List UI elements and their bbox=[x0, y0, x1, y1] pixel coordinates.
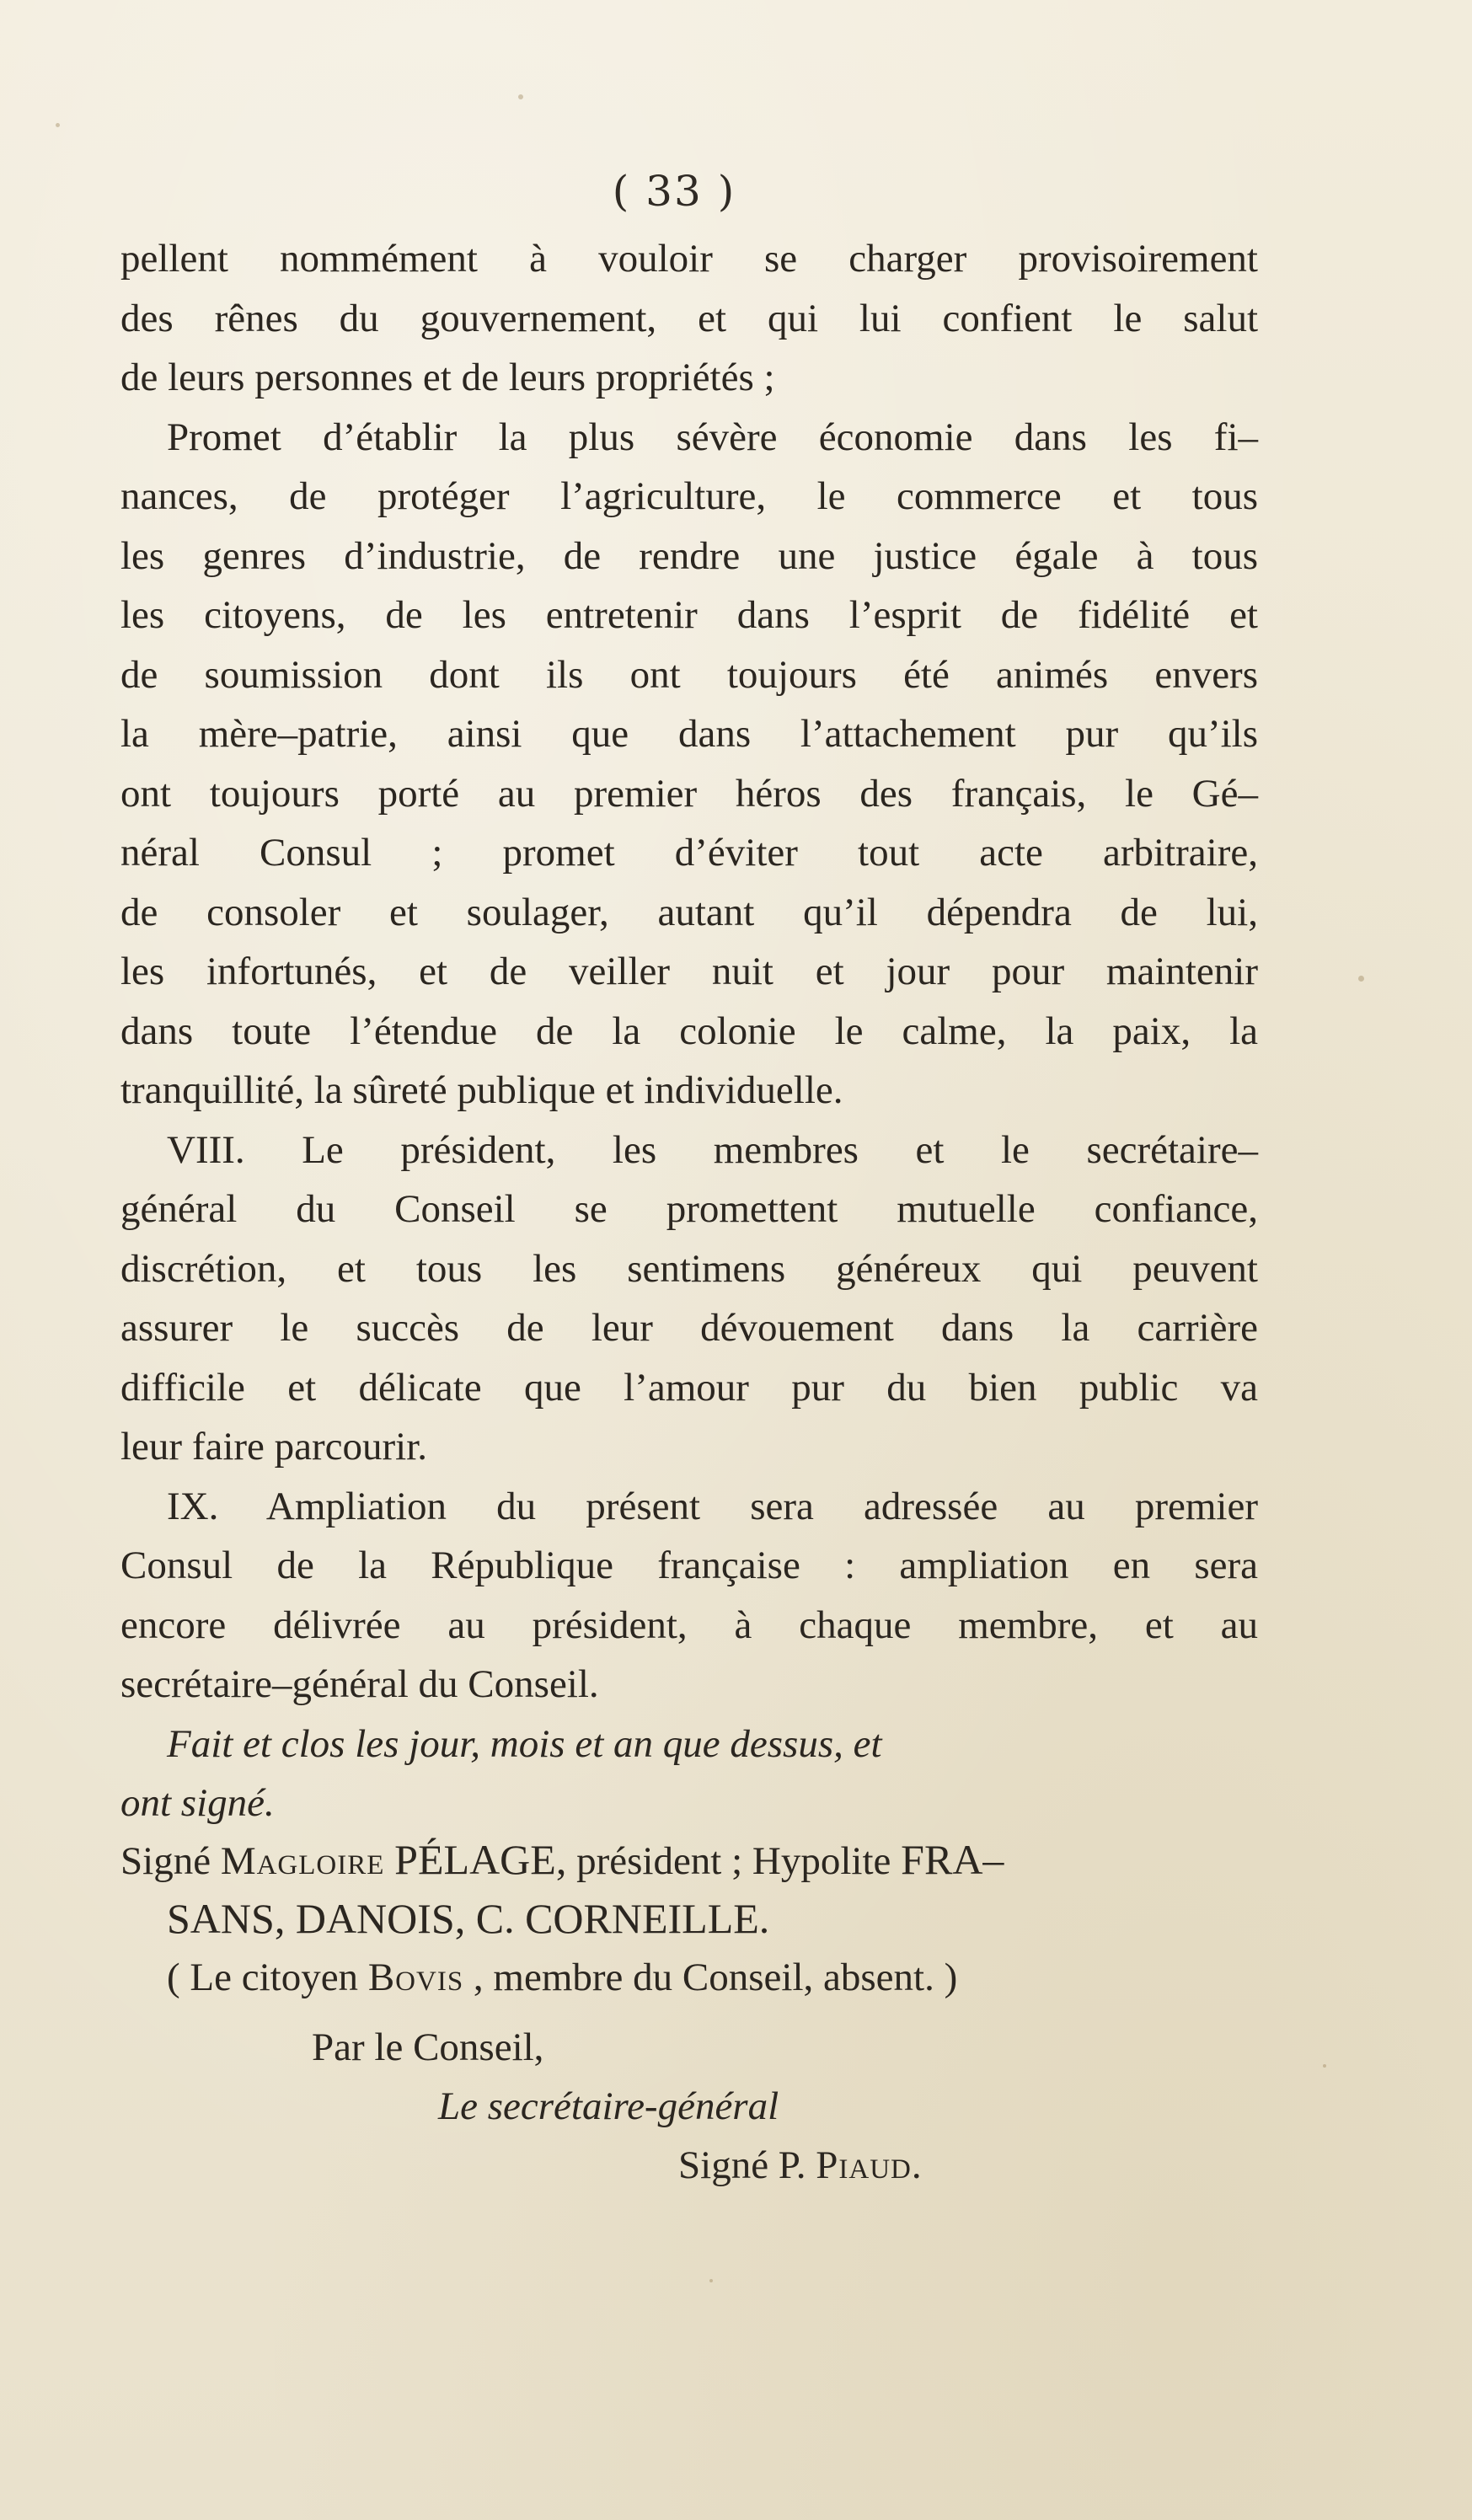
page-number: ( 33 ) bbox=[612, 167, 736, 216]
president-text: président ; Hypolite bbox=[576, 1839, 891, 1883]
italic-line: Fait et clos les jour, mois et an que dessus, et bbox=[167, 1721, 882, 1766]
text-line: discrétion, et tous les sentimens généreux qui peuvent bbox=[120, 1246, 1258, 1291]
signe-label: Signé bbox=[120, 1839, 211, 1883]
article-ix-line: IX. Ampliation du présent sera adressée au premier bbox=[167, 1484, 1258, 1528]
par-le-conseil: Par le Conseil, bbox=[312, 2025, 544, 2069]
signers-names: SANS, DANOIS, C. CORNEILLE. bbox=[167, 1895, 770, 1942]
piaud-name: Piaud. bbox=[816, 2143, 923, 2187]
signature-line-3 bbox=[120, 1948, 1300, 2007]
article-viii-line: VIII. Le président, les membres et le secrétaire– bbox=[167, 1127, 1258, 1172]
text-line: général du Conseil se promettent mutuelle confiance, bbox=[120, 1187, 1258, 1231]
italic-line: ont signé. bbox=[120, 1781, 275, 1825]
text-line: assurer le succès de leur dévouement dans la carrière bbox=[120, 1306, 1258, 1350]
pelage-name: PÉLAGE, bbox=[394, 1836, 567, 1883]
magloire-name: Magloire bbox=[220, 1839, 385, 1883]
text-line: de soumission dont ils ont toujours été animés envers bbox=[120, 652, 1258, 697]
text-line: encore délivrée au président, à chaque membre, et au bbox=[120, 1602, 1258, 1647]
signature-block bbox=[120, 1830, 1300, 2007]
absent-open: ( Le citoyen bbox=[167, 1956, 359, 1999]
text-line: dans toute l’étendue de la colonie le calme, la paix, la bbox=[120, 1009, 1258, 1053]
text-line: Promet d’établir la plus sévère économie dans les fi– bbox=[167, 415, 1258, 459]
fra-name: FRA– bbox=[901, 1836, 1004, 1883]
signature-line-2 bbox=[120, 1889, 1300, 1948]
text-line: néral Consul ; promet d’éviter tout acte arbitraire, bbox=[120, 831, 1258, 875]
paper-speck bbox=[56, 123, 60, 127]
text-line: les citoyens, de les entretenir dans l’esprit de fidélité et bbox=[120, 593, 1258, 637]
text-line: pellent nommément à vouloir se charger provisoirement bbox=[120, 237, 1258, 281]
paper-speck bbox=[1323, 2064, 1326, 2068]
text-line: ont toujours porté au premier héros des français, le Gé– bbox=[120, 771, 1258, 816]
text-line: tranquillité, la sûreté publique et individuelle. bbox=[120, 1068, 843, 1112]
signe-p: Signé P. bbox=[678, 2143, 806, 2187]
text-line: de leurs personnes et de leurs propriétés ; bbox=[120, 356, 775, 399]
text-line: leur faire parcourir. bbox=[120, 1425, 428, 1469]
text-line: Consul de la République française : ampliation en sera bbox=[120, 1544, 1258, 1587]
paper-speck bbox=[1358, 976, 1364, 982]
paper-speck bbox=[709, 2279, 713, 2282]
text-line: difficile et délicate que l’amour pur du bien public va bbox=[120, 1365, 1258, 1410]
text-line: les infortunés, et de veiller nuit et jour pour maintenir bbox=[120, 950, 1258, 993]
signe-piaud-line bbox=[678, 2143, 923, 2188]
paper-speck bbox=[518, 94, 523, 99]
bovis-name: Bovis bbox=[367, 1956, 464, 1999]
absent-rest: , membre du Conseil, absent. ) bbox=[473, 1956, 958, 1999]
text-line: des rênes du gouvernement, et qui lui confient le salut bbox=[120, 296, 1258, 340]
text-line: les genres d’industrie, de rendre une justice égale à tous bbox=[120, 533, 1258, 578]
text-line: secrétaire–général du Conseil. bbox=[120, 1662, 599, 1706]
text-line: nances, de protéger l’agriculture, le commerce et tous bbox=[120, 474, 1258, 518]
body-text bbox=[120, 229, 1258, 1833]
le-secretaire-general: Le secrétaire-général bbox=[438, 2084, 779, 2128]
signature-line-1 bbox=[120, 1830, 1300, 1889]
text-line: de consoler et soulager, autant qu’il dépendra de lui, bbox=[120, 890, 1258, 934]
text-line: la mère–patrie, ainsi que dans l’attachement pur qu’ils bbox=[120, 712, 1258, 756]
